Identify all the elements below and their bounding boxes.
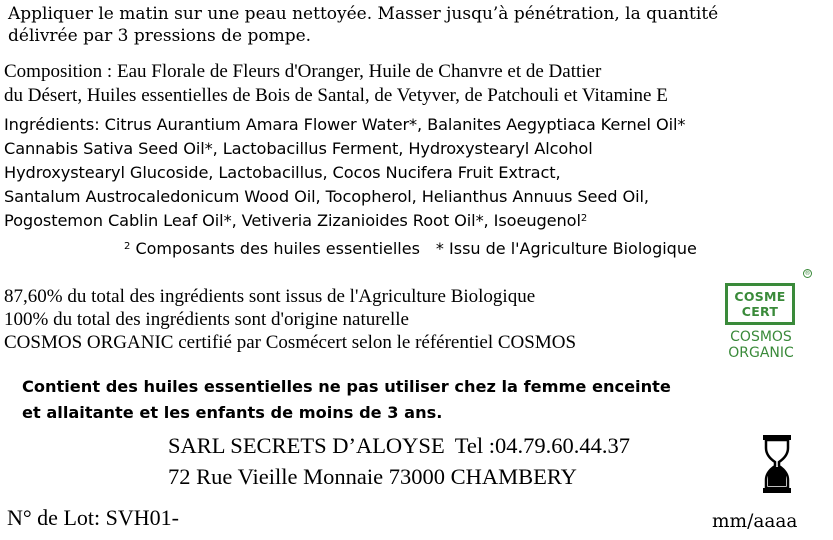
badge-line: COSME bbox=[734, 289, 786, 304]
ingredients-line: Pogostemon Cablin Leaf Oil*, Vetiveria Zizanioides Root Oil*, Isoeugenol bbox=[4, 211, 581, 230]
registered-mark: ® bbox=[804, 270, 811, 277]
cosmos-label bbox=[721, 329, 801, 361]
composition-line: Composition : Eau Florale de Fleurs d'Oranger, Huile de Chanvre et de Dattier bbox=[4, 61, 602, 82]
certification-line: 100% du total des ingrédients sont d'origine naturelle bbox=[4, 309, 409, 330]
ingredients-line: Santalum Austrocaledonicum Wood Oil, Tocopherol, Helianthus Annuus Seed Oil, bbox=[4, 187, 649, 206]
composition-block bbox=[4, 60, 668, 108]
usage-line: Appliquer le matin sur une peau nettoyée. Masser jusqu’à pénétration, la quantité bbox=[8, 4, 719, 24]
company-phone: Tel :04.79.60.44.37 bbox=[454, 433, 630, 458]
cosmos-label-line: ORGANIC bbox=[728, 345, 794, 361]
footnote-mark: 2 bbox=[124, 241, 131, 252]
superscript-mark: 2 bbox=[580, 213, 588, 224]
usage-instructions bbox=[8, 3, 718, 47]
ingredients-line: Ingrédients: Citrus Aurantium Amara Flower Water*, Balanites Aegyptiaca Kernel Oil* bbox=[4, 115, 686, 134]
composition-line: du Désert, Huiles essentielles de Bois de Santal, de Vetyver, de Patchouli et Vitamine E bbox=[4, 85, 668, 106]
certification-line: COSMOS ORGANIC certifié par Cosmécert selon le référentiel COSMOS bbox=[4, 332, 577, 353]
certification-block bbox=[4, 285, 576, 354]
warning-text bbox=[22, 374, 671, 426]
certification-line: 87,60% du total des ingrédients sont issus de l'Agriculture Biologique bbox=[4, 286, 536, 307]
lot-number: N° de Lot: SVH01- bbox=[7, 505, 179, 530]
usage-line: délivrée par 3 pressions de pompe. bbox=[8, 26, 312, 46]
cosmos-organic-logo bbox=[723, 269, 811, 365]
warning-line: Contient des huiles essentielles ne pas utiliser chez la femme enceinte bbox=[22, 377, 671, 396]
company-address: 72 Rue Vieille Monnaie 73000 CHAMBERY bbox=[168, 464, 577, 489]
ingredients-line: Hydroxystearyl Glucoside, Lactobacillus, Cocos Nucifera Fruit Extract, bbox=[4, 163, 561, 182]
badge-line: CERT bbox=[741, 304, 779, 319]
warning-line: et allaitante et les enfants de moins de 3 ans. bbox=[22, 403, 443, 422]
expiry-date-format: mm/aaaa bbox=[712, 511, 798, 532]
ingredients-line: Cannabis Sativa Seed Oil*, Lactobacillus Ferment, Hydroxystearyl Alcohol bbox=[4, 139, 593, 158]
footnote-organic: * Issu de l'Agriculture Biologique bbox=[435, 239, 697, 258]
company-info bbox=[168, 430, 630, 492]
cosmecert-badge bbox=[725, 283, 795, 325]
footnote-essential-oils: Composants des huiles essentielles bbox=[130, 239, 420, 258]
company-line bbox=[168, 430, 630, 461]
cosmos-label-line: COSMOS bbox=[730, 329, 792, 345]
footnotes bbox=[124, 237, 697, 261]
company-name: SARL SECRETS D’ALOYSE bbox=[168, 433, 445, 458]
hourglass-icon bbox=[762, 434, 792, 494]
ingredients-line-last bbox=[4, 209, 685, 233]
ingredients-block bbox=[4, 113, 685, 233]
